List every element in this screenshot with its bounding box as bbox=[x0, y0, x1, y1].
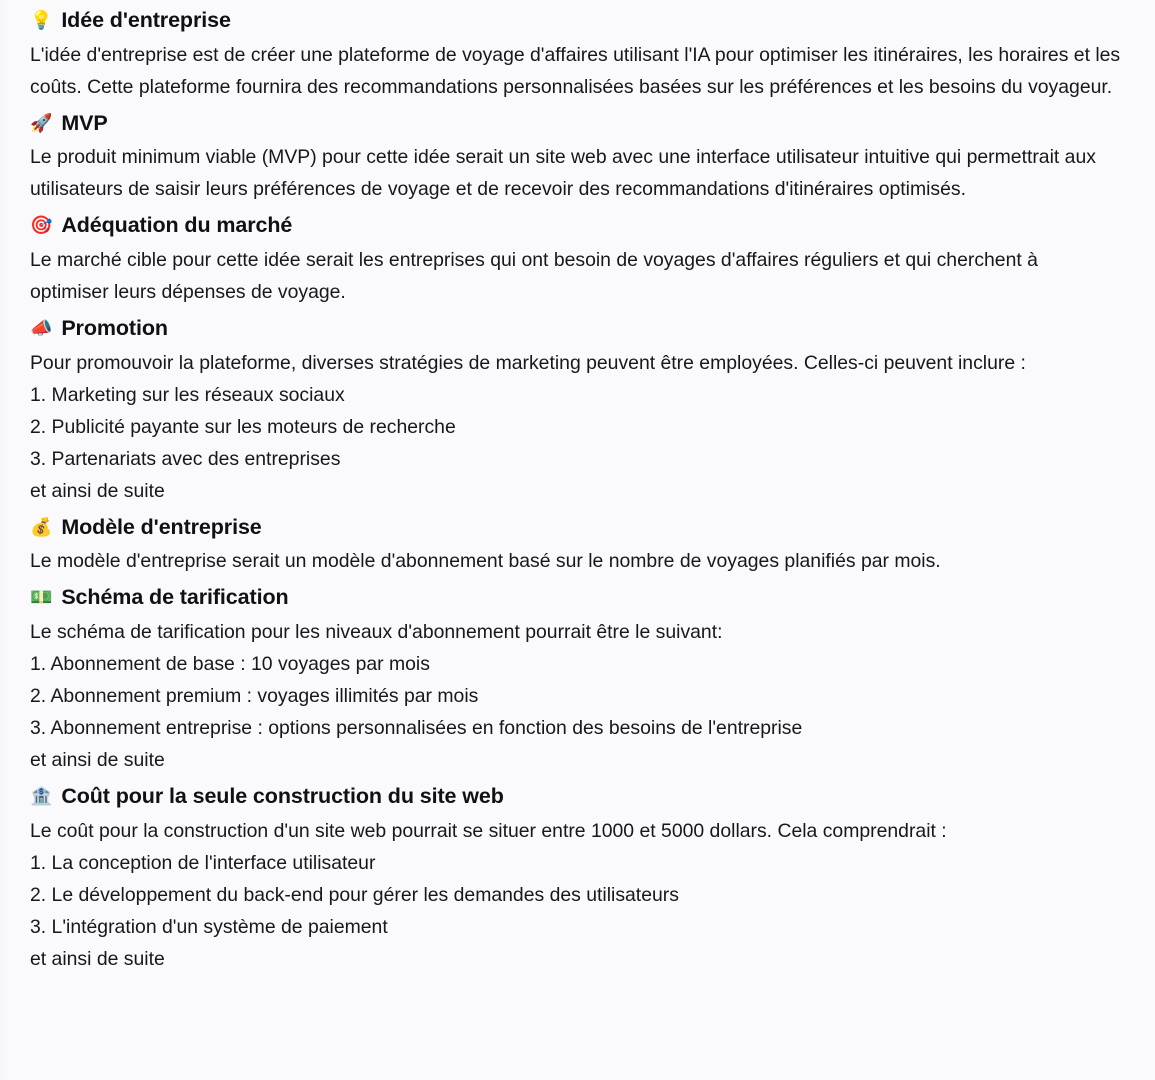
section-paragraph-promotion: Pour promouvoir la plateforme, diverses stratégies de marketing peuvent être employées. Celles-ci peuvent inclure : bbox=[30, 351, 1026, 374]
section-heading-business-model bbox=[30, 507, 1125, 546]
section-heading-market-fit bbox=[30, 205, 1125, 244]
heading-label: Adéquation du marché bbox=[61, 213, 293, 238]
money-bag-icon: 💰 bbox=[30, 516, 53, 538]
heading-label: Promotion bbox=[61, 316, 168, 341]
heading-label: MVP bbox=[61, 110, 108, 135]
section-heading-promotion bbox=[30, 308, 1125, 347]
section-paragraph-mvp: Le produit minimum viable (MVP) pour cette idée serait un site web avec une interface utilisateur intuitive qui permettrait aux utilisateurs de saisir leurs préférences de voyage et de recevoir des recommandations d'itinéraires optimisés. bbox=[30, 146, 1102, 201]
list-item: 1. Marketing sur les réseaux sociaux bbox=[30, 383, 345, 406]
bank-icon: 🏦 bbox=[30, 786, 53, 808]
section-pricing-scheme bbox=[30, 577, 1125, 776]
section-paragraph-business-model: Le modèle d'entreprise serait un modèle d'abonnement basé sur le nombre de voyages planifiés par mois. bbox=[30, 550, 941, 573]
trailing-text: et ainsi de suite bbox=[30, 479, 165, 502]
section-paragraph-website-cost: Le coût pour la construction d'un site web pourrait se situer entre 1000 et 5000 dollars. Cela comprendrait : bbox=[30, 819, 947, 842]
section-business-model bbox=[30, 507, 1125, 578]
section-website-cost bbox=[30, 776, 1125, 975]
dollar-banknote-icon: 💵 bbox=[30, 587, 53, 609]
list-item: 3. L'intégration d'un système de paiement bbox=[30, 915, 388, 938]
section-business-idea bbox=[30, 0, 1125, 103]
heading-label: Schéma de tarification bbox=[61, 585, 289, 610]
rocket-icon: 🚀 bbox=[30, 112, 53, 134]
list-item: 1. Abonnement de base : 10 voyages par mois bbox=[30, 653, 430, 676]
list-item: 2. Le développement du back-end pour gérer les demandes des utilisateurs bbox=[30, 883, 679, 906]
megaphone-icon: 📣 bbox=[30, 318, 53, 340]
heading-label: Coût pour la seule construction du site web bbox=[61, 784, 504, 809]
section-heading-website-cost bbox=[30, 776, 1125, 815]
section-heading-business-idea bbox=[30, 0, 1125, 39]
heading-label: Modèle d'entreprise bbox=[61, 514, 262, 539]
list-item: 3. Abonnement entreprise : options personnalisées en fonction des besoins de l'entreprise bbox=[30, 717, 803, 740]
lightbulb-icon: 💡 bbox=[30, 10, 53, 31]
trailing-text: et ainsi de suite bbox=[30, 947, 165, 970]
target-dart-icon: 🎯 bbox=[30, 215, 53, 237]
section-paragraph-business-idea: L'idée d'entreprise est de créer une plateforme de voyage d'affaires utilisant l'IA pour optimiser les itinéraires, les horaires et les coûts. Cette plateforme fournira des recommandations personnalisées basées sur les préférences et les besoins du voyageur. bbox=[30, 43, 1126, 98]
list-item: 1. La conception de l'interface utilisateur bbox=[30, 851, 376, 874]
trailing-text: et ainsi de suite bbox=[30, 749, 165, 772]
section-market-fit bbox=[30, 205, 1125, 308]
list-item: 2. Abonnement premium : voyages illimités par mois bbox=[30, 685, 479, 708]
section-paragraph-pricing-scheme: Le schéma de tarification pour les niveaux d'abonnement pourrait être le suivant: bbox=[30, 621, 723, 644]
heading-label: Idée d'entreprise bbox=[61, 8, 231, 32]
section-promotion bbox=[30, 308, 1125, 507]
list-item: 2. Publicité payante sur les moteurs de recherche bbox=[30, 415, 456, 438]
section-heading-mvp bbox=[30, 103, 1125, 142]
list-item: 3. Partenariats avec des entreprises bbox=[30, 447, 341, 470]
section-heading-pricing-scheme bbox=[30, 577, 1125, 616]
section-mvp bbox=[30, 103, 1125, 206]
section-paragraph-market-fit: Le marché cible pour cette idée serait les entreprises qui ont besoin de voyages d'affaires réguliers et qui cherchent à optimiser leurs dépenses de voyage. bbox=[30, 249, 1044, 304]
